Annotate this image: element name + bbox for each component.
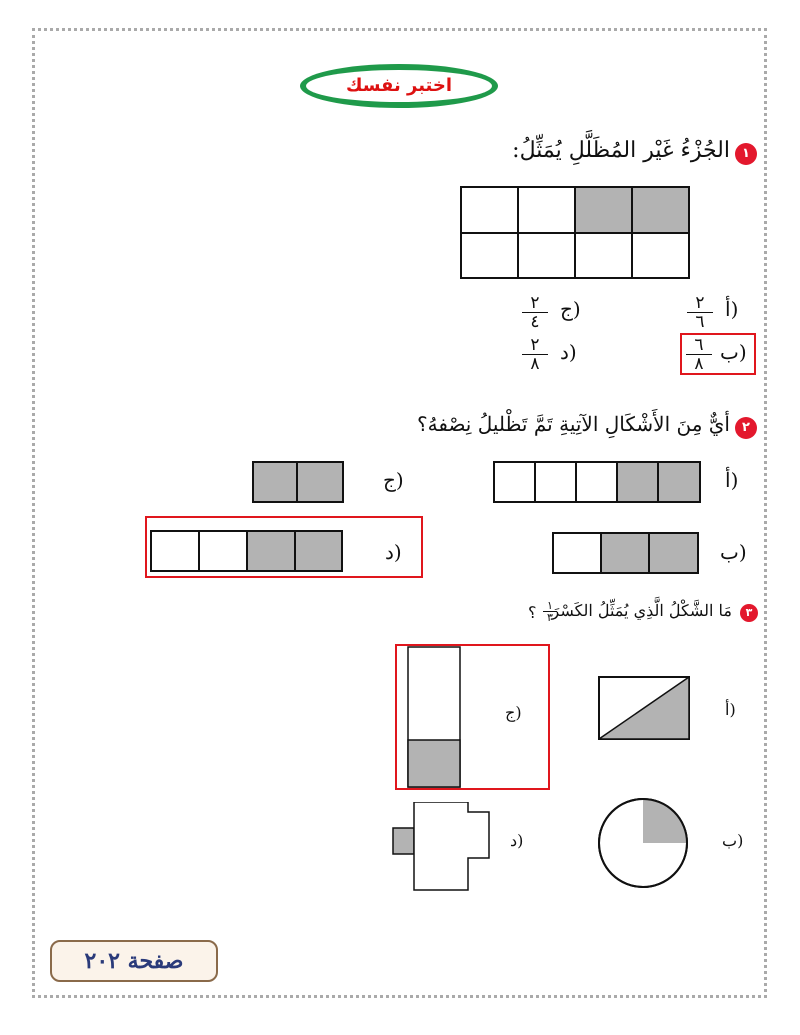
bar-cell (150, 530, 201, 572)
q3-option-a-letter[interactable]: أ) (725, 700, 736, 719)
bar-cell-shaded (657, 461, 701, 503)
bar-cell (493, 461, 537, 503)
q3-option-d-letter[interactable]: د) (510, 831, 524, 850)
q2-option-c-letter[interactable]: ج) (383, 468, 404, 492)
grid-cell (631, 232, 690, 279)
q3-option-b-letter[interactable]: ب) (722, 831, 744, 850)
q2-option-d-letter[interactable]: د) (385, 540, 402, 564)
question-2-text: أيٌّ مِنَ الأَشْكَالِ الآتِيةِ تَمَّ تَظْليلُ نِصْفهُ؟ (417, 412, 730, 436)
q2-option-d-shape (150, 530, 343, 572)
bar-cell (552, 532, 603, 574)
q3-option-a-shape (598, 676, 690, 740)
q2-option-a-letter[interactable]: أ) (725, 468, 739, 492)
question-3-text: مَا الشَّكْلُ الَّذِي يُمَثِّلُ الكَسْرَ (551, 601, 732, 620)
question-3-number: ٣ (740, 604, 758, 622)
q2-option-c-shape (252, 461, 344, 503)
grid-cell-shaded (574, 186, 633, 234)
bar-cell (575, 461, 619, 503)
q3-option-c-letter[interactable]: ج) (505, 703, 522, 722)
grid-cell (517, 232, 576, 279)
q1-option-b-letter[interactable]: ب) (720, 340, 747, 364)
bar-cell-shaded (648, 532, 699, 574)
page-number-label: صفحة ٢٠٢ (84, 948, 184, 974)
q1-option-a-letter[interactable]: أ) (725, 297, 739, 321)
q3-fraction: ١ ٣ (543, 600, 557, 623)
grid-cell (517, 186, 576, 234)
q1-option-d-fraction: ٢ ٨ (522, 336, 548, 373)
q2-option-b-shape (552, 532, 699, 574)
q1-option-c-fraction: ٢ ٤ (522, 294, 548, 331)
question-1-number: ١ (735, 143, 757, 165)
q1-option-b-fraction: ٦ ٨ (686, 336, 712, 373)
bar-cell-shaded (294, 530, 343, 572)
grid-cell (460, 186, 519, 234)
q3-question-mark: ؟ (528, 603, 537, 622)
q1-option-c-letter[interactable]: ج) (560, 297, 581, 321)
bar-cell-shaded (600, 532, 651, 574)
bar-cell-shaded (246, 530, 297, 572)
q3-option-c-shape (407, 646, 461, 788)
question-2-number: ٢ (735, 417, 757, 439)
q1-option-d-letter[interactable]: د) (560, 340, 577, 364)
bar-cell (198, 530, 249, 572)
q3-option-d-shape (392, 802, 492, 892)
grid-cell-shaded (631, 186, 690, 234)
q3-option-b-shape (597, 797, 689, 889)
bar-cell-shaded (296, 461, 344, 503)
grid-cell (460, 232, 519, 279)
q2-option-b-letter[interactable]: ب) (720, 540, 747, 564)
q2-option-a-shape (493, 461, 701, 503)
q1-grid (460, 186, 690, 279)
q1-option-a-fraction: ٢ ٦ (687, 294, 713, 331)
grid-cell (574, 232, 633, 279)
question-1-text: الجُزْءُ غَيْر المُظَلَّلِ يُمَثِّلُ: (512, 138, 730, 163)
bar-cell (534, 461, 578, 503)
bar-cell-shaded (252, 461, 300, 503)
bar-cell-shaded (616, 461, 660, 503)
page-title: اختبر نفسك (306, 70, 492, 102)
